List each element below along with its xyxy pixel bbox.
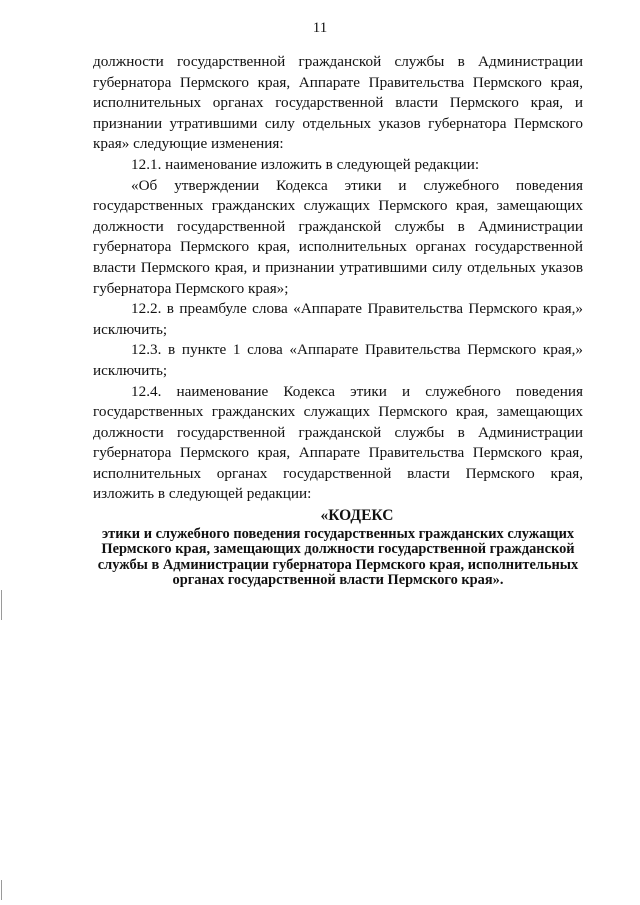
paragraph-12-3: 12.3. в пункте 1 слова «Аппарате Правительства Пермского края,» исключить; [93, 341, 583, 379]
document-body [93, 52, 583, 589]
scan-edge-mark [1, 590, 2, 620]
paragraph-continuation: должности государственной гражданской службы в Администрации губернатора Пермского края, Аппарате Правительства Пермского края, исполнительных органах государственной власти Пермского края, и признании утратившими силу отдельных указов губернатора Пермского края» следующие изменения: [93, 53, 583, 153]
code-title: «КОДЕКС [320, 507, 394, 525]
page-number: 11 [312, 20, 328, 36]
paragraph-12-4: 12.4. наименование Кодекса этики и служебного поведения государственных гражданских служащих Пермского края, замещающих должности государственной гражданской службы в Администрации губернатора Пермского края, Аппарате Правительства Пермского края, исполнительных органах государственной власти Пермского края, изложить в следующей редакции: [93, 382, 583, 503]
scan-edge-mark [1, 880, 2, 900]
paragraph-12-1: 12.1. наименование изложить в следующей редакции: [131, 155, 480, 173]
paragraph-quoted-title: «Об утверждении Кодекса этики и служебного поведения государственных гражданских служащих Пермского края, замещающих должности государственной гражданской службы в Администрации губернатора Пермского края, исполнительных органах государственной власти Пермского края, и признании утратившими силу отдельных указов губернатора Пермского края»; [93, 176, 583, 297]
paragraph-12-2: 12.2. в преамбуле слова «Аппарате Правительства Пермского края,» исключить; [93, 300, 583, 338]
code-subtitle: этики и служебного поведения государственных гражданских служащих Пермского края, замещающих должности государственной гражданской службы в Администрации губернатора Пермского края, исполнительных органах государственной власти Пермского края». [97, 525, 579, 589]
